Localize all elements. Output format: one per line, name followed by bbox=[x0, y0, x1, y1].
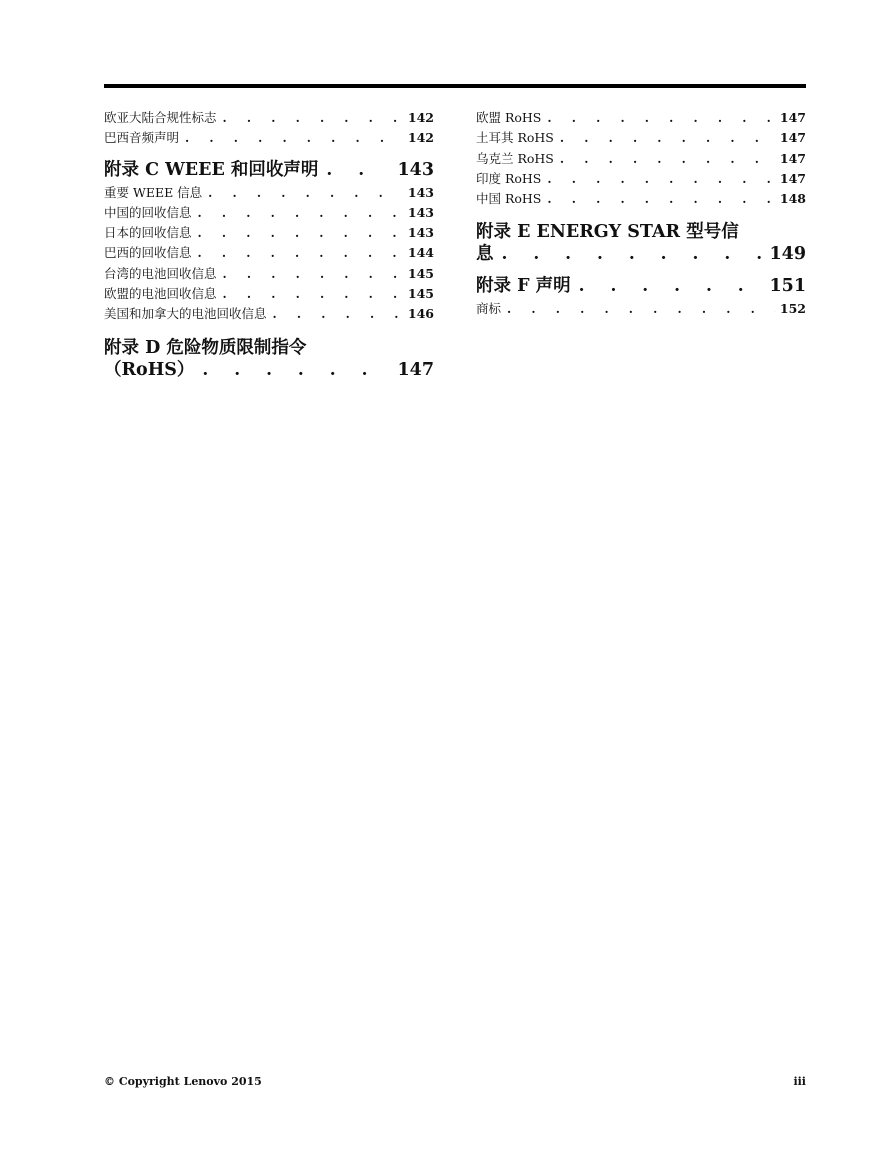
copyright-notice: © Copyright Lenovo 2015 bbox=[104, 1075, 262, 1088]
toc-entry-page: 145 bbox=[407, 265, 434, 281]
toc-entry-title: 巴西音频声明 bbox=[104, 130, 180, 146]
toc-appendix-d[interactable] bbox=[104, 337, 434, 381]
toc-appendix-page: 143 bbox=[397, 159, 434, 180]
toc-appendix-title-cont: （RoHS） bbox=[104, 359, 195, 380]
toc-entry[interactable] bbox=[476, 169, 806, 189]
dot-leader bbox=[185, 128, 404, 148]
toc-appendix-title: 附录 F 声明 bbox=[476, 276, 571, 297]
toc-entry-page: 142 bbox=[407, 130, 434, 146]
dot-leader bbox=[198, 223, 404, 243]
toc-entry-title: 印度 RoHS bbox=[476, 170, 542, 186]
toc-appendix-page: 149 bbox=[769, 244, 806, 265]
dot-leader bbox=[547, 189, 776, 209]
toc-entry-page: 152 bbox=[779, 301, 806, 317]
toc-entry[interactable] bbox=[104, 203, 434, 223]
toc-appendix-page: 147 bbox=[397, 359, 434, 380]
toc-entry-title: 台湾的电池回收信息 bbox=[104, 265, 217, 281]
dot-leader bbox=[198, 243, 404, 263]
toc-entry-title: 欧亚大陆合规性标志 bbox=[104, 110, 217, 125]
dot-leader bbox=[502, 243, 764, 265]
dot-leader bbox=[223, 108, 404, 128]
toc-entry-page: 148 bbox=[779, 191, 806, 207]
dot-leader bbox=[223, 284, 404, 304]
toc-entry[interactable] bbox=[104, 264, 434, 284]
toc-right-column bbox=[476, 108, 806, 320]
toc-entry-title: 日本的回收信息 bbox=[104, 225, 192, 241]
toc-entry-title: 商标 bbox=[476, 301, 502, 317]
toc-entry[interactable] bbox=[476, 189, 806, 209]
dot-leader bbox=[560, 128, 776, 148]
dot-leader bbox=[507, 299, 776, 319]
toc-entry-page: 147 bbox=[779, 150, 806, 166]
toc-entry[interactable] bbox=[104, 108, 434, 128]
toc-entry-page: 146 bbox=[407, 306, 434, 322]
toc-entry-page: 143 bbox=[407, 225, 434, 241]
toc-entry[interactable] bbox=[104, 223, 434, 243]
toc-entry[interactable] bbox=[476, 299, 806, 319]
toc-entry-page: 142 bbox=[407, 110, 434, 125]
dot-leader bbox=[223, 264, 404, 284]
toc-entry-title: 欧盟 RoHS bbox=[476, 110, 542, 125]
toc-entry[interactable] bbox=[476, 149, 806, 169]
dot-leader bbox=[208, 183, 404, 203]
toc-left-column bbox=[104, 108, 434, 381]
toc-appendix-page: 151 bbox=[769, 276, 806, 297]
toc-entry-title: 中国 RoHS bbox=[476, 191, 542, 207]
dot-leader bbox=[547, 169, 776, 189]
toc-entry[interactable] bbox=[104, 284, 434, 304]
dot-leader bbox=[326, 159, 391, 181]
toc-appendix-c[interactable] bbox=[104, 159, 434, 183]
toc-appendix-title: 附录 E ENERGY STAR 型号信 bbox=[476, 222, 739, 243]
dot-leader bbox=[579, 275, 764, 297]
toc-entry-page: 143 bbox=[407, 184, 434, 200]
toc-entry-title: 中国的回收信息 bbox=[104, 204, 192, 220]
header-rule bbox=[104, 84, 806, 88]
toc-entry[interactable] bbox=[476, 128, 806, 148]
toc-entry-title: 欧盟的电池回收信息 bbox=[104, 286, 217, 302]
toc-appendix-f[interactable] bbox=[476, 275, 806, 299]
toc-entry-title: 乌克兰 RoHS bbox=[476, 150, 554, 166]
toc-appendix-title-cont: 息 bbox=[476, 244, 494, 265]
toc-entry-page: 147 bbox=[779, 130, 806, 146]
page-number: iii bbox=[793, 1075, 806, 1088]
toc-entry-title: 重要 WEEE 信息 bbox=[104, 184, 203, 200]
toc-entry-title: 美国和加拿大的电池回收信息 bbox=[104, 306, 267, 322]
toc-entry-title: 土耳其 RoHS bbox=[476, 130, 554, 146]
toc-appendix-e[interactable] bbox=[476, 221, 806, 265]
toc-entry[interactable] bbox=[104, 243, 434, 263]
toc-entry-title: 巴西的回收信息 bbox=[104, 245, 192, 261]
toc-entry-page: 147 bbox=[779, 110, 806, 125]
toc-entry-page: 144 bbox=[407, 245, 434, 261]
dot-leader bbox=[202, 359, 391, 381]
toc-appendix-title: 附录 C WEEE 和回收声明 bbox=[104, 159, 319, 180]
toc-entry[interactable] bbox=[104, 128, 434, 148]
toc-entry[interactable] bbox=[104, 304, 434, 324]
toc-entry-page: 147 bbox=[779, 170, 806, 186]
dot-leader bbox=[560, 149, 776, 169]
dot-leader bbox=[198, 203, 404, 223]
dot-leader bbox=[273, 304, 404, 324]
toc-entry-page: 143 bbox=[407, 204, 434, 220]
toc-entry[interactable] bbox=[104, 183, 434, 203]
dot-leader bbox=[547, 108, 776, 128]
toc-entry[interactable] bbox=[476, 108, 806, 128]
toc-entry-page: 145 bbox=[407, 286, 434, 302]
toc-appendix-title: 附录 D 危险物质限制指令 bbox=[104, 337, 307, 358]
